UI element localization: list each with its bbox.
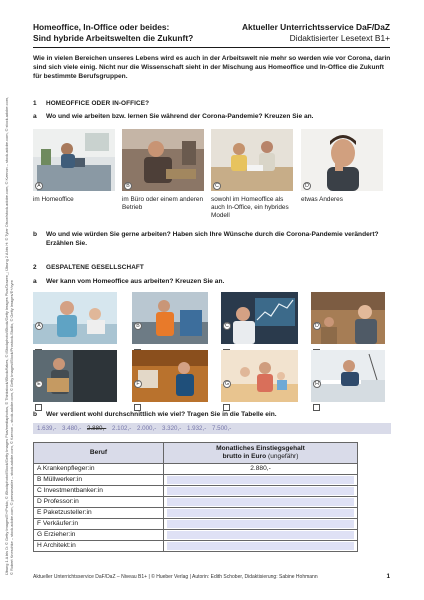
task-2a [33,277,393,286]
salary-value: 3.480,- [62,425,82,432]
photo-2b-garbage [132,292,208,344]
salary-answer-field[interactable] [167,531,354,539]
task-2b-letter: b [33,411,38,418]
section-1-number: 1 [33,100,37,107]
photo-2e-delivery [33,350,117,402]
option-1b-radio[interactable]: B [124,182,132,190]
document-title [33,22,223,43]
option-1a-radio[interactable]: A [35,182,43,190]
series-subtitle: Didaktisierter Lesetext B1+ [289,32,390,43]
task-2b-text: Wer verdient wohl durchschnittlich wie viel? Tragen Sie in die Tabelle ein. [46,411,277,418]
photo-2g-educator [221,350,298,402]
salary-table [33,442,358,552]
table-row [34,497,358,508]
waste-worker-image [132,292,208,344]
label-2e: E [35,380,43,388]
caption-1c: sowohl im Homeoffice als auch In-Office, ein hybrides Modell [211,196,289,220]
thinking-man-image [301,129,383,191]
section-2-number: 2 [33,264,37,271]
task-1b-letter: b [33,231,38,238]
section-1-title: HOMEOFFICE ODER IN-OFFICE? [46,100,150,107]
photo-credits-text: Übung 1 A bis D: © Getty Images/E+/Pekic, © iStockphoto/iStock/Getty Images Plus/mediaphotos, © Thinkstock/iStock/fizkes, © iStockphoto/iStock/Getty Images Plus/Drazen_; Übung 2 A bis H: © Tyler Olson/stock.adobe.com, © Kzenon – stock.adobe.com, © stock.adobe.com, © Robert Kneschke – stock.adobe.com, © pressmaster – stock.adobe.com, © Kzenon – stock.adobe.com, © Getty Images/iStock/Prostock-Studio, © Getty Images/E+/cyrn [4,96,14,575]
table-row [34,486,358,497]
salary-value: 2.102,- [112,425,132,432]
task-2a-text: Wer kann vom Homeoffice aus arbeiten? Kreuzen Sie an. [46,278,225,285]
salary-answer-field[interactable] [167,498,354,506]
label-2g: G [224,381,230,387]
nurse-patient-image [33,292,117,344]
salary-header-line-1: Monatliches Einstiegsgehalt [216,445,305,452]
kindergarten-teacher-image [221,350,298,402]
label-2c: C [223,322,231,330]
parcel-delivery-image [33,350,117,402]
investment-banker-image [221,292,298,344]
salary-value: 7.500,- [212,425,232,432]
salary-answer-field[interactable] [167,487,354,495]
job-cell: C Investmentbanker:in [34,486,164,497]
shop-assistant-image [132,350,208,402]
column-header-job: Beruf [34,443,164,464]
caption-1a: im Homeoffice [33,196,74,203]
task-1a [33,112,393,121]
job-cell: D Professor:in [34,497,164,508]
salary-header-line-2: brutto in Euro [222,453,267,461]
job-cell: B Müllwerker:in [34,475,164,486]
section-1-heading [33,100,149,107]
label-2d: D [313,322,321,330]
woman-laptop-home-image [33,129,115,191]
salary-value: 3.320,- [162,425,182,432]
table-row [34,519,358,530]
job-cell: A Krankenpfleger:in [34,464,164,475]
table-row [34,508,358,519]
salary-header-note: (ungefähr) [268,453,299,461]
series-title: Aktueller Unterrichtsservice DaF/DaZ [241,22,390,32]
women-working-table-image [211,129,293,191]
label-2a: A [35,322,43,330]
salary-answer-field[interactable] [167,476,354,484]
column-header-salary [164,443,358,464]
photo-2f-sales [132,350,208,402]
table-row [34,541,358,552]
salary-values-strip [33,423,391,434]
document-series [230,22,390,43]
title-line-2: Sind hybride Arbeitswelten die Zukunft? [33,32,194,43]
salary-value: 1.639,- [37,425,57,432]
job-cell: F Verkäufer:in [34,519,164,530]
craftsman-workshop-image [122,129,204,191]
task-1a-text: Wo und wie arbeiten bzw. lernen Sie während der Corona-Pandemie? Kreuzen Sie an. [46,113,314,120]
photo-2h-architect [311,350,385,402]
task-2b [33,410,393,419]
page-number: 1 [386,573,390,580]
job-cell: H Architekt:in [34,541,164,552]
salary-value: 2.000,- [137,425,157,432]
photo-credits [5,95,19,575]
task-1b-text: Wo und wie würden Sie gerne arbeiten? Haben sich Ihre Wünsche durch die Corona-Pandemie verändert? Erzählen Sie. [46,231,379,248]
photo-1a-homeoffice [33,129,115,191]
task-2a-letter: a [33,278,37,285]
caption-1b: im Büro oder einem anderen Betrieb [122,196,203,212]
option-1c-radio[interactable]: C [213,182,221,190]
salary-answer-field[interactable]: 2.880,- [250,465,271,473]
title-line-1: Homeoffice, In-Office oder beides: [33,22,170,32]
table-row [34,530,358,541]
salary-answer-field[interactable] [167,542,354,550]
salary-value: 1.932,- [187,425,207,432]
salary-answer-field[interactable] [167,520,354,528]
table-row [34,464,358,475]
photo-2d-professor [311,292,385,344]
section-2-heading [33,264,144,271]
option-1d-radio[interactable]: D [303,182,311,190]
photo-1d-other [301,129,383,191]
label-2h: H [313,380,321,388]
task-1b [33,230,393,248]
footer-text: Aktueller Unterrichtsservice DaF/DaZ – Niveau B1+ | © Hueber Verlag | Autorin: Edith Schober, Didaktisierung: Sabine Hohmann [33,574,318,580]
job-cell: E Paketzusteller:in [34,508,164,519]
professor-lecture-image [311,292,385,344]
task-1a-letter: a [33,113,37,120]
label-2f: F [134,380,142,388]
header-divider [33,47,390,48]
architect-drawing-image [311,350,385,402]
table-row [34,475,358,486]
salary-answer-field[interactable] [167,509,354,517]
section-2-title: GESPALTENE GESELLSCHAFT [46,264,144,271]
label-2b: B [134,322,142,330]
photo-2a-nurse [33,292,117,344]
intro-paragraph: Wie in vielen Bereichen unseres Lebens wird es auch in der Arbeitswelt nie mehr so werden wie vor Corona, darin sind sich viele einig. Nicht nur die Wissenschaft sieht in der Mischung aus Homeoffice und In-Office die Zukunft für bestimmte Berufsgruppen. [33,55,391,81]
photo-1c-hybrid [211,129,293,191]
photo-2c-banker [221,292,298,344]
photo-1b-office [122,129,204,191]
caption-1d: etwas Anderes [301,196,343,203]
job-cell: G Erzieher:in [34,530,164,541]
salary-value-used: 2.880,- [87,425,107,432]
